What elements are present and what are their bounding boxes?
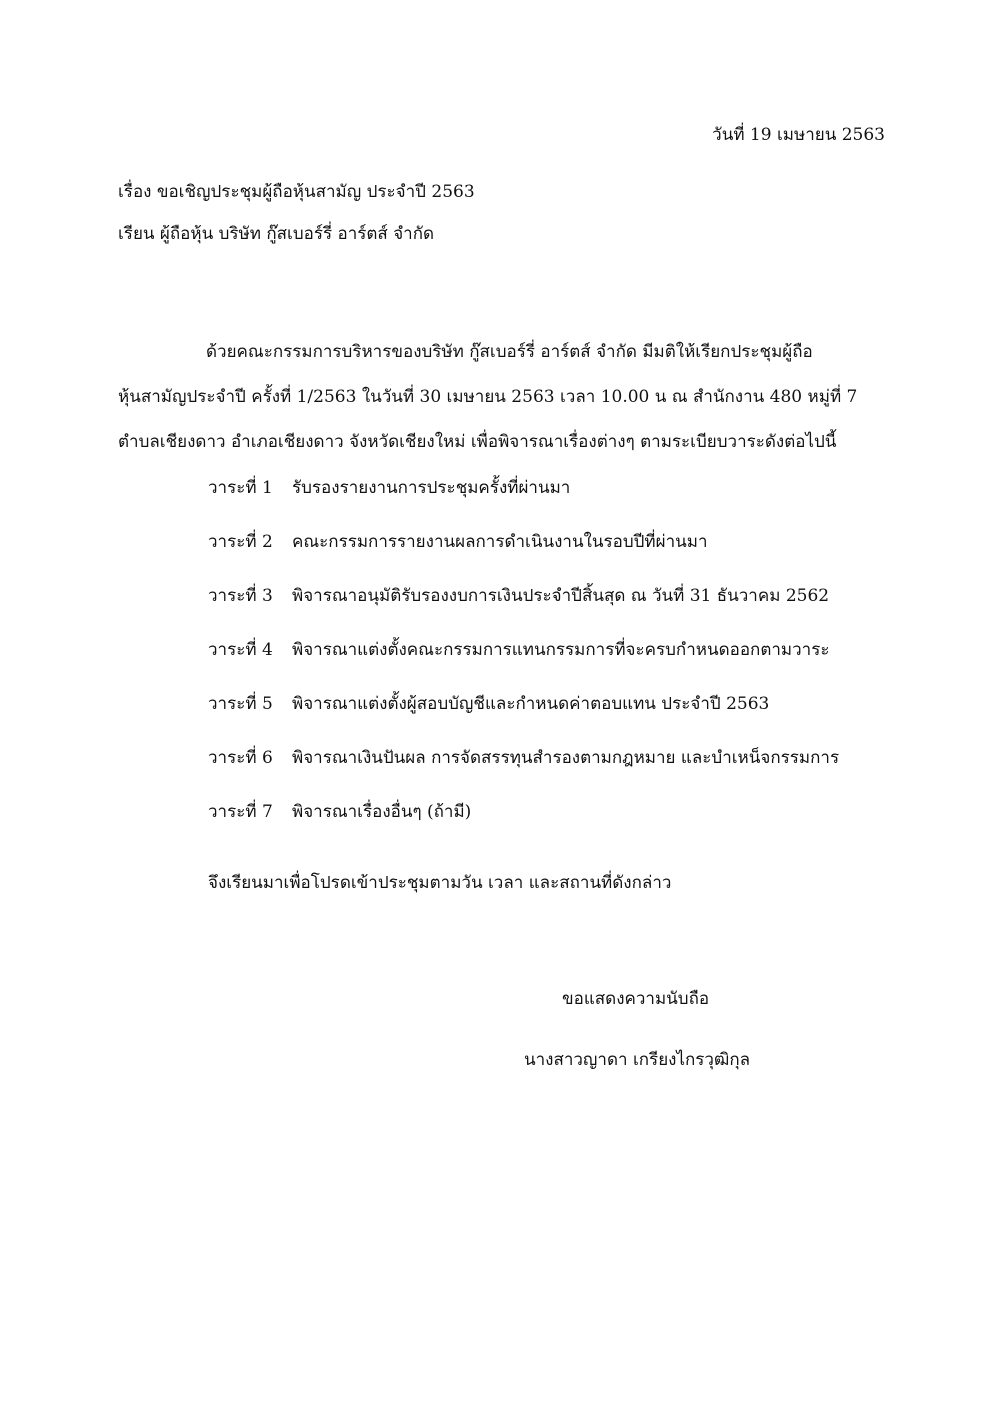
- agenda-item-text: พิจารณาอนุมัติรับรองงบการเงินประจำปีสิ้นสุด ณ วันที่ 31 ธันวาคม 2562: [292, 586, 830, 606]
- letter-subject: เรื่อง ขอเชิญประชุมผู้ถือหุ้นสามัญ ประจำปี 2563: [118, 182, 475, 202]
- agenda-item: [208, 746, 839, 800]
- agenda-item-label: วาระที่ 7: [208, 802, 273, 822]
- agenda-item: [208, 638, 839, 692]
- agenda-item-label: วาระที่ 2: [208, 532, 273, 552]
- agenda-item-label: วาระที่ 5: [208, 694, 273, 714]
- signer-name: นางสาวญาดา เกรียงไกรวุฒิกุล: [524, 1050, 751, 1070]
- agenda-item-text: รับรองรายงานการประชุมครั้งที่ผ่านมา: [292, 478, 571, 498]
- body-paragraph-line-3: ตำบลเชียงดาว อำเภอเชียงดาว จังหวัดเชียงใหม่ เพื่อพิจารณาเรื่องต่างๆ ตามระเบียบวาระดังต่อไปนี้: [118, 432, 837, 452]
- agenda-item: [208, 692, 839, 746]
- agenda-item-text: พิจารณาเงินปันผล การจัดสรรทุนสำรองตามกฎหมาย และบำเหน็จกรรมการ: [292, 748, 840, 768]
- agenda-item: [208, 584, 839, 638]
- letter-recipient: เรียน ผู้ถือหุ้น บริษัท กู๊สเบอร์รี่ อาร์ตส์ จำกัด: [118, 224, 435, 244]
- agenda-item-text: พิจารณาแต่งตั้งคณะกรรมการแทนกรรมการที่จะครบกำหนดออกตามวาระ: [292, 640, 830, 660]
- agenda-item-label: วาระที่ 4: [208, 640, 273, 660]
- closing-sentence: จึงเรียนมาเพื่อโปรดเข้าประชุมตามวัน เวลา และสถานที่ดังกล่าว: [208, 873, 672, 893]
- agenda-item-label: วาระที่ 3: [208, 586, 273, 606]
- agenda-item-text: พิจารณาเรื่องอื่นๆ (ถ้ามี): [292, 802, 472, 822]
- agenda-item-text: คณะกรรมการรายงานผลการดำเนินงานในรอบปีที่ผ่านมา: [292, 532, 708, 552]
- agenda-item: [208, 530, 839, 584]
- body-line-1-text: ด้วยคณะกรรมการบริหารของบริษัท กู๊สเบอร์รี่ อาร์ตส์ จำกัด มีมติให้เรียกประชุมผู้ถือ: [206, 342, 813, 362]
- agenda-item-text: พิจารณาแต่งตั้งผู้สอบบัญชีและกำหนดค่าตอบแทน ประจำปี 2563: [292, 694, 770, 714]
- agenda-item: [208, 800, 839, 854]
- letter-date: วันที่ 19 เมษายน 2563: [712, 125, 885, 145]
- agenda-item: [208, 476, 839, 530]
- complimentary-close: ขอแสดงความนับถือ: [562, 989, 710, 1009]
- agenda-item-label: วาระที่ 6: [208, 748, 273, 768]
- body-paragraph-line-2: หุ้นสามัญประจำปี ครั้งที่ 1/2563 ในวันที่ 30 เมษายน 2563 เวลา 10.00 น ณ สำนักงาน 480 หมู่ที่ 7: [118, 387, 858, 407]
- body-paragraph-line-1: [118, 340, 813, 364]
- agenda-list: [208, 476, 839, 854]
- agenda-item-label: วาระที่ 1: [208, 478, 273, 498]
